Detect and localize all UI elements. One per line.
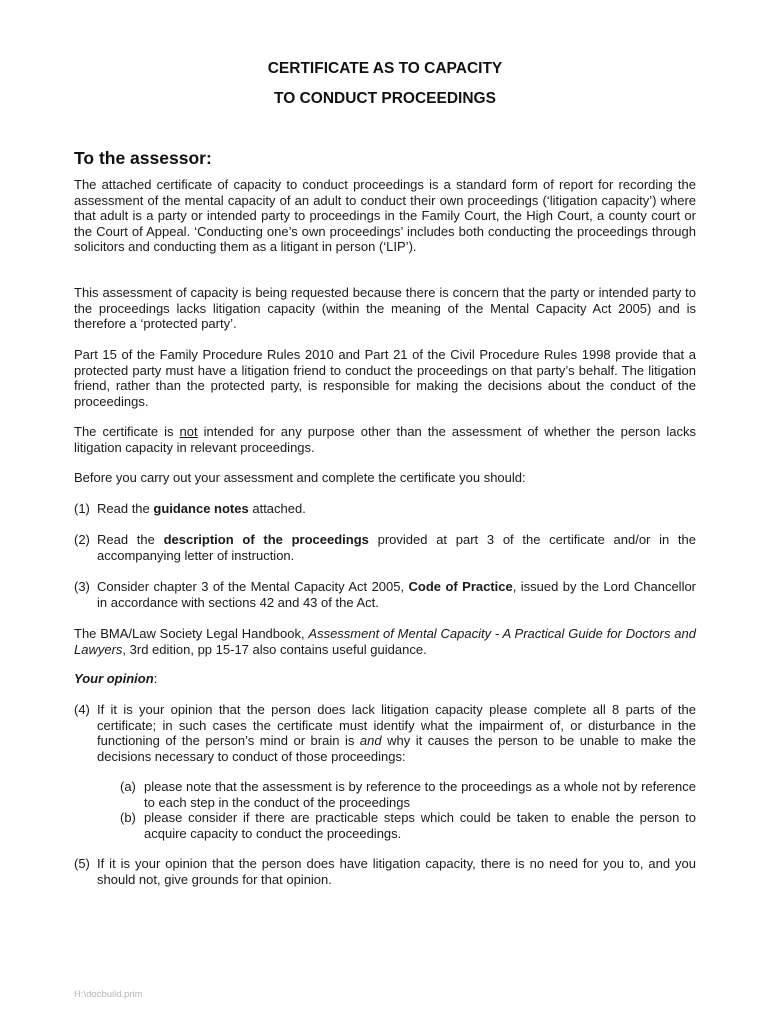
document-title-line1: CERTIFICATE AS TO CAPACITY: [267, 60, 503, 77]
list-item-4: [74, 702, 696, 764]
sub-item-b: [120, 810, 696, 841]
list-item-label: (4): [74, 702, 90, 717]
document-title-line2: TO CONDUCT PROCEEDINGS: [274, 90, 496, 107]
purpose-text-underlined: not: [179, 424, 198, 439]
list-item-3: [74, 579, 696, 610]
list-item-text-after: why it causes the person to be unable to make the decisions necessary to conduct of those proceedings:: [97, 733, 697, 764]
list-item-label: (1): [74, 501, 90, 516]
paragraph-procedure-rules: Part 15 of the Family Procedure Rules 2010 and Part 21 of the Civil Procedure Rules 1998 provide that a protected party must have a litigation friend to conduct the proceedings on that party’s behalf. The litigation friend, rather than the protected party, is responsible for making the decisions about the conduct of the proceedings.: [74, 347, 696, 409]
sub-item-a: [120, 779, 696, 810]
list-item-2: [74, 532, 696, 563]
list-item-text: [97, 702, 696, 764]
your-opinion-heading: [74, 671, 696, 687]
list-item-text-bold: Code of Practice: [408, 579, 513, 594]
handbook-text-before: The BMA/Law Society Legal Handbook,: [74, 626, 309, 641]
your-opinion-label: Your opinion: [74, 671, 154, 686]
list-item-label: (2): [74, 532, 90, 547]
handbook-title: Assessment of Mental Capacity - A Practical Guide for Doctors and Lawyers: [74, 626, 696, 657]
footer-file-path: H:\docbuild.prim: [74, 989, 143, 1000]
sub-item-label: (b): [120, 810, 136, 825]
list-item-text: If it is your opinion that the person does have litigation capacity, there is no need for you to, and you should not, give grounds for that opinion.: [97, 856, 696, 887]
list-item-text-after: attached.: [248, 501, 306, 516]
list-item-text-after: , issued by the Lord Chancellor in accordance with sections 42 and 43 of the Act.: [97, 579, 697, 610]
list-item-text-after: provided at part 3 of the certificate and/or in the accompanying letter of instruction.: [97, 532, 697, 563]
list-item-1: [74, 501, 696, 517]
your-opinion-colon: :: [153, 671, 158, 686]
list-item-text-before: Read the: [97, 501, 154, 516]
paragraph-purpose: [74, 424, 696, 455]
list-item-5: [74, 856, 696, 887]
list-item-text-before: Read the: [97, 532, 164, 547]
list-item-text-bold: description of the proceedings: [163, 532, 369, 547]
paragraph-before-you-carry-out: Before you carry out your assessment and complete the certificate you should:: [74, 470, 526, 485]
list-item-text: [97, 501, 696, 517]
purpose-text-before: The certificate is: [74, 424, 180, 439]
purpose-text-after: intended for any purpose other than the assessment of whether the person lacks litigation capacity in relevant proceedings.: [74, 424, 696, 455]
list-item-label: (3): [74, 579, 90, 594]
sub-item-text: please note that the assessment is by reference to the proceedings as a whole not by reference to each step in the conduct of the proceedings: [144, 779, 696, 810]
paragraph-handbook: [74, 626, 696, 657]
handbook-text-after: , 3rd edition, pp 15-17 also contains useful guidance.: [122, 641, 427, 657]
list-item-text-bold: guidance notes: [153, 501, 249, 516]
sub-item-label: (a): [120, 779, 136, 794]
paragraph-intro: The attached certificate of capacity to conduct proceedings is a standard form of report for recording the assessment of the mental capacity of an adult to conduct their own proceedings (‘litigation capacity’) where that adult is a party or intended party to proceedings in the Family Court, the High Court, a county court or the Court of Appeal. ‘Conducting one’s own proceedings’ includes both conducting the proceedings through solicitors and conducting them as a litigant in person (‘LIP’).: [74, 177, 696, 254]
sub-item-text: please consider if there are practicable steps which could be taken to enable the person to acquire capacity to conduct the proceedings.: [144, 810, 696, 841]
list-item-text-before: Consider chapter 3 of the Mental Capacity Act 2005,: [97, 579, 409, 594]
paragraph-assessment-reason: This assessment of capacity is being requested because there is concern that the party or intended party to the proceedings lacks litigation capacity (within the meaning of the Mental Capacity Act 2005) and is therefore a ‘protected party’.: [74, 285, 696, 331]
list-item-text: [97, 579, 696, 610]
list-item-text: [97, 532, 696, 563]
list-item-label: (5): [74, 856, 90, 871]
list-item-text-italic: and: [359, 733, 382, 748]
section-heading-to-the-assessor: To the assessor:: [74, 148, 212, 168]
list-item-text-before: If it is your opinion that the person does lack litigation capacity please complete all 8 parts of the certificate; in such cases the certificate must identify what the impairment of, or disturbance in the functioning of the person’s mind or brain is: [97, 702, 696, 748]
